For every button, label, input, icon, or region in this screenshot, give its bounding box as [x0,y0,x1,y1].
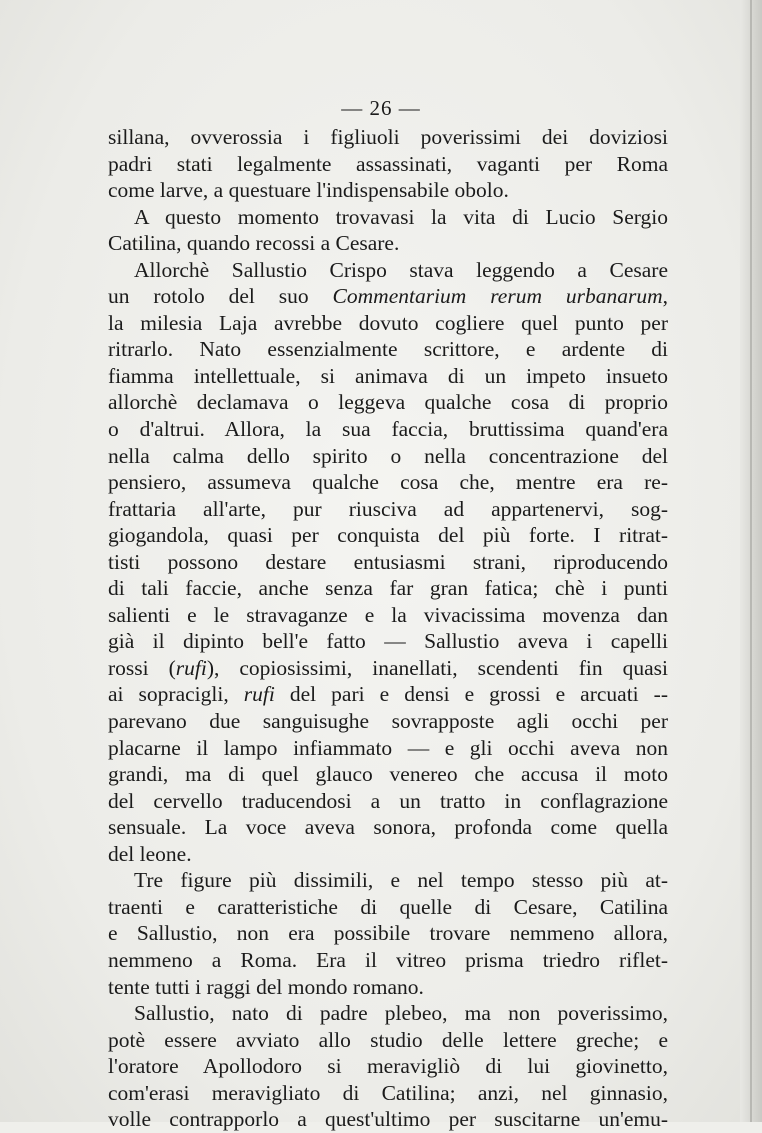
body-text [108,124,668,1133]
italic-text: Commentarium rerum urbanarum [332,284,663,309]
text-line: volle contrapporlo a quest'ultimo per suscitarne un'emu- [108,1107,668,1132]
text-line: Catilina, quando recossi a Cesare. [108,231,400,256]
text-line: nella calma dello spirito o nella concentrazione del [108,443,668,468]
italic-text: rufi [175,655,207,680]
text-line: la milesia Laja avrebbe dovuto cogliere quel punto per [108,310,668,335]
text-line: ai sopracigli, rufi del pari e densi e grossi e arcuati -- [108,682,668,707]
text-line: salienti e le stravaganze e la vivacissima movenza dan [108,602,668,627]
text-line: Sallustio, nato di padre plebeo, ma non poverissimo, [134,1001,668,1026]
text-line: parevano due sanguisughe sovrapposte agli occhi per [108,709,668,734]
text-line: grandi, ma di quel glauco venereo che accusa il moto [108,762,668,787]
text-line: fiamma intellettuale, si animava di un impeto insueto [108,363,668,388]
text-line: potè essere avviato allo studio delle lettere greche; e [108,1027,668,1052]
text-line: frattaria all'arte, pur riusciva ad appartenervi, sog- [108,496,668,521]
page-edge-line [750,0,752,1122]
text-line: ritrarlo. Nato essenzialmente scrittore, e ardente di [108,337,668,362]
text-line: Allorchè Sallustio Crispo stava leggendo a Cesare [134,257,668,282]
text-line: del cervello traducendosi a un tratto in conflagrazione [108,788,668,813]
text-line: sillana, ovverossia i figliuoli poverissimi dei doviziosi [108,125,668,149]
text-line: sensuale. La voce aveva sonora, profonda come quella [108,815,668,840]
text-line: com'erasi meravigliato di Catilina; anzi, nel ginnasio, [108,1080,668,1105]
text-line: traenti e caratteristiche di quelle di Cesare, Catilina [108,894,668,919]
text-line: di tali faccie, anche senza far gran fatica; chè i punti [108,576,668,601]
text-line: nemmeno a Roma. Era il vitreo prisma triedro riflet- [108,947,668,972]
text-line: tente tutti i raggi del mondo romano. [108,974,424,999]
text-line: e Sallustio, non era possibile trovare nemmeno allora, [108,921,668,946]
text-line: placarne il lampo infiammato — e gli occhi aveva non [108,735,668,760]
text-line: padri stati legalmente assassinati, vaganti per Roma [108,151,668,176]
text-line: o d'altrui. Allora, la sua faccia, bruttissima quand'era [108,417,668,442]
text-line: Tre figure più dissimili, e nel tempo stesso più at- [134,868,668,893]
text-line: giogandola, quasi per conquista del più forte. I ritrat- [108,523,668,548]
text-line: già il dipinto bell'e fatto — Sallustio aveva i capelli [108,629,668,654]
text-line: allorchè declamava o leggeva qualche cosa di proprio [108,390,668,415]
text-line: A questo momento trovavasi la vita di Lucio Sergio [134,204,668,229]
text-line: rossi (rufi), copiosissimi, inanellati, scendenti fin quasi [108,655,669,680]
text-line: del leone. [108,841,192,866]
text-line: un rotolo del suo Commentarium rerum urbanarum, [108,284,668,309]
text-line: come larve, a questuare l'indispensabile obolo. [108,178,509,203]
text-line: tisti possono destare entusiasmi strani, riproducendo [108,549,668,574]
page-number: — 26 — [341,96,421,120]
italic-text: rufi [243,682,275,707]
text-line: pensiero, assumeva qualche cosa che, mentre era re- [108,470,668,495]
text-line: l'oratore Apollodoro si meravigliò di lui giovinetto, [108,1054,668,1079]
